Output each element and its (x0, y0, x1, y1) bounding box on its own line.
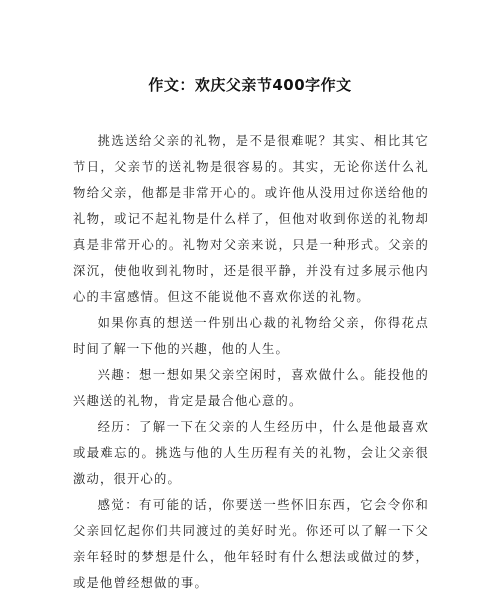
paragraph: 经历：了解一下在父亲的人生经历中，什么是他最喜欢或最难忘的。挑选与他的人生历程有关的礼物，会让父亲很激动，很开心的。 (73, 420, 429, 486)
paragraph: 感觉：有可能的话，你要送一些怀旧东西，它会令你和父亲回忆起你们共同渡过的美好时光。你还可以了解一下父亲年轻时的梦想是什么，他年轻时有什么想法或做过的梦，或是他曾经想做的事。 (73, 498, 429, 590)
document-title: 作文：欢庆父亲节400字作文 (148, 76, 352, 94)
document-body (73, 128, 429, 596)
paragraph: 挑选送给父亲的礼物，是不是很难呢？其实、相比其它节日，父亲节的送礼物是很容易的。其实，无论你送什么礼物给父亲，他都是非常开心的。或许他从没用过你送给他的礼物，或记不起礼物是什么样了，但他对收到你送的礼物却真是非常开心的。礼物对父亲来说，只是一种形式。父亲的深沉，使他收到礼物时，还是很平静，并没有过多展示他内心的丰富感情。但这不能说他不喜欢你送的礼物。 (73, 134, 429, 304)
paragraph: 兴趣：想一想如果父亲空闲时，喜欢做什么。能投他的兴趣送的礼物，肯定是最合他心意的。 (73, 368, 429, 408)
paragraph: 如果你真的想送一件别出心裁的礼物给父亲，你得花点时间了解一下他的兴趣，他的人生。 (73, 316, 429, 356)
